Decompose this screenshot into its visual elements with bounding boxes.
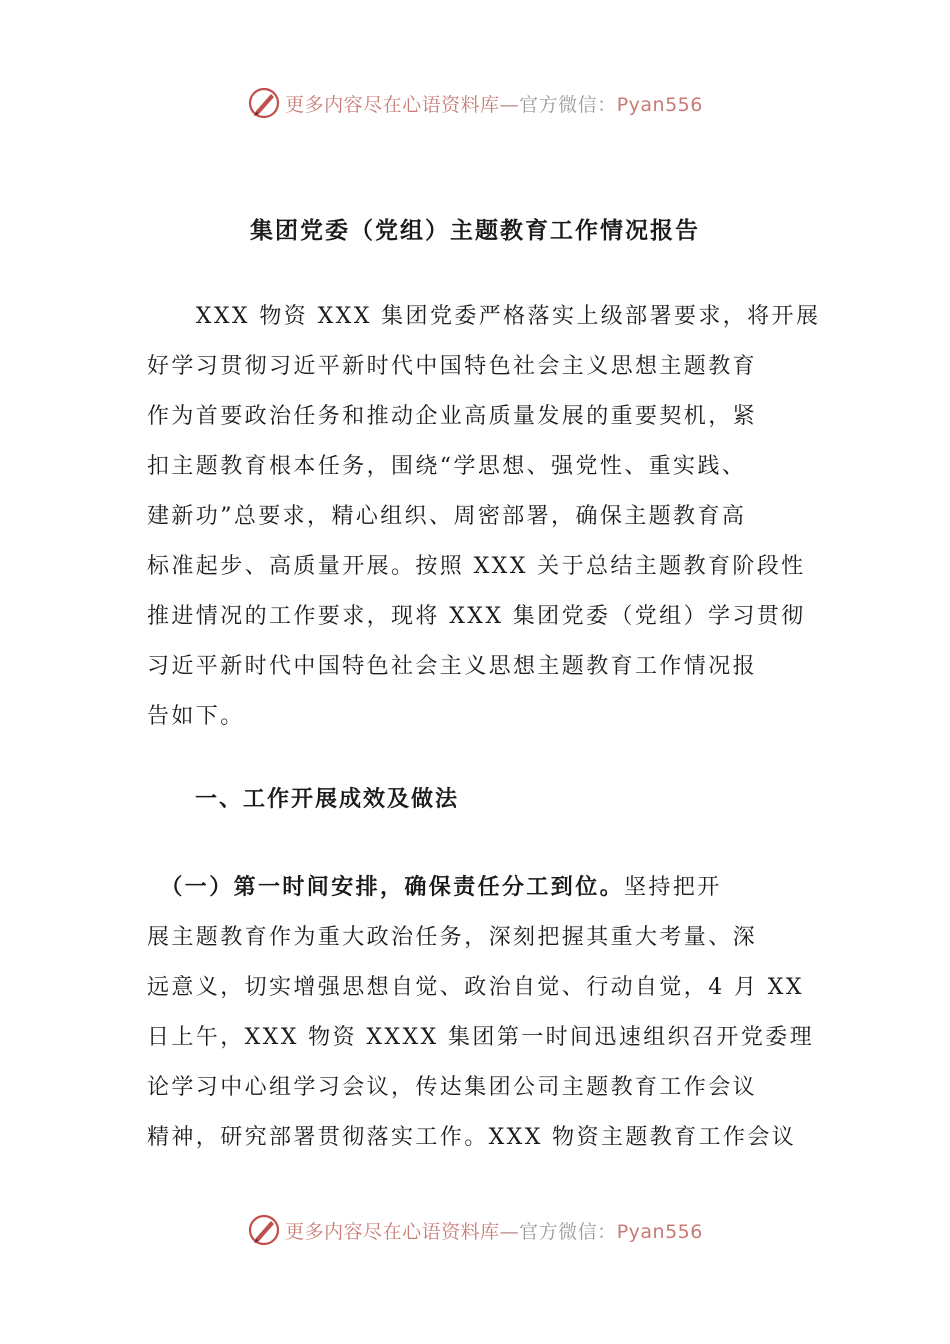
text-line: 习近平新时代中国特色社会主义思想主题教育工作情况报 [147,654,758,679]
text-line: 作为首要政治任务和推动企业高质量发展的重要契机，紧 [147,404,758,429]
watermark-main: 更多内容尽在心语资料库 [285,93,500,116]
text-line: 远意义，切实增强思想自觉、政治自觉、行动自觉，4 月 XX [147,975,804,1000]
section-heading: 一、工作开展成效及做法 [195,786,460,812]
text-line: 告如下。 [147,704,245,729]
text-line: 精神，研究部署贯彻落实工作。XXX 物资主题教育工作会议 [147,1125,797,1150]
text-fragment: 坚持把开 [624,875,722,900]
watermark-main: 更多内容尽在心语资料库 [285,1220,500,1243]
text-line: 好学习贯彻习近平新时代中国特色社会主义思想主题教育 [147,354,758,379]
watermark-dash: — [499,1220,520,1243]
text-line [147,862,807,913]
watermark-header [0,83,950,123]
text-line: 论学习中心组学习会议，传达集团公司主题教育工作会议 [147,1075,758,1100]
text-line: 扣主题教育根本任务，围绕“学思想、强党性、重实践、 [147,454,747,479]
watermark-text [285,90,703,117]
text-line: 建新功”总要求，精心组织、周密部署，确保主题教育高 [147,504,747,529]
pen-logo-icon [247,1213,281,1247]
watermark-label: 官方微信： [519,1220,617,1243]
watermark-id: Pyan556 [616,1220,703,1243]
pen-logo-icon [247,86,281,120]
text-line: XXX 物资 XXX 集团党委严格落实上级部署要求，将开展 [147,304,821,329]
subsection-heading: （一）第一时间安排，确保责任分工到位。 [171,874,625,900]
section-paragraph [147,862,815,1163]
intro-paragraph [147,292,821,742]
watermark-id: Pyan556 [616,93,703,116]
document-title: 集团党委（党组）主题教育工作情况报告 [250,217,700,244]
text-line: 展主题教育作为重大政治任务，深刻把握其重大考量、深 [147,925,758,950]
watermark-footer [0,1210,950,1250]
text-line: 日上午，XXX 物资 XXXX 集团第一时间迅速组织召开党委理 [147,1025,815,1050]
text-line: 标准起步、高质量开展。按照 XXX 关于总结主题教育阶段性 [147,554,806,579]
watermark-label: 官方微信： [519,93,617,116]
watermark-text [285,1217,703,1244]
text-line: 推进情况的工作要求，现将 XXX 集团党委（党组）学习贯彻 [147,604,806,629]
watermark-dash: — [499,93,520,116]
